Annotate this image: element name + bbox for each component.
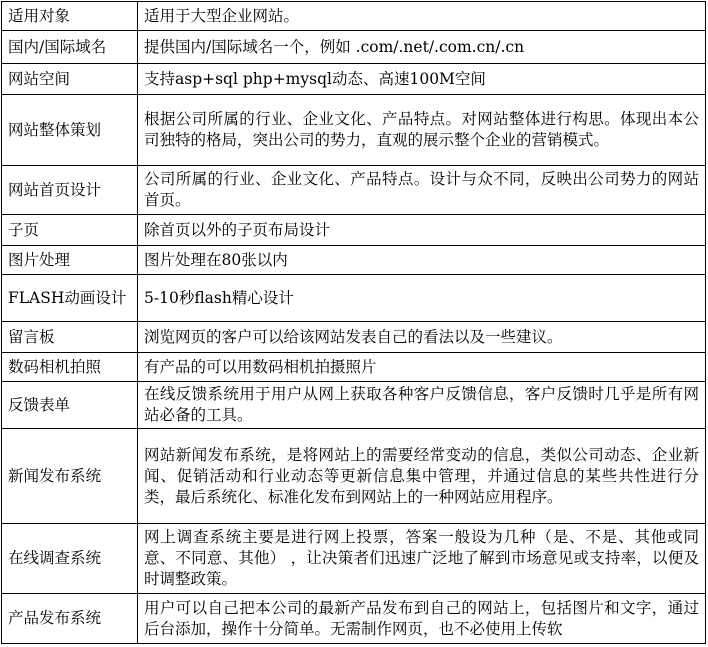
row-label: 产品发布系统	[2, 594, 138, 644]
row-description: 网站新闻发布系统，是将网站上的需要经常变动的信息，类似公司动态、企业新闻、促销活动和行业动态等更新信息集中管理，并通过信息的某些共性进行分类，最后系统化、标准化发布到网站上的一种网站应用程序。	[138, 429, 706, 524]
row-label: 国内/国际域名	[2, 31, 138, 64]
table-row	[2, 95, 706, 166]
service-spec-table	[1, 1, 706, 644]
row-description: 5-10秒flash精心设计	[138, 275, 706, 322]
row-description: 支持asp+sql php+mysql动态、高速100M空间	[138, 64, 706, 95]
table-row	[2, 64, 706, 95]
row-label: 适用对象	[2, 2, 138, 31]
table-row	[2, 382, 706, 429]
row-label: 数码相机拍照	[2, 353, 138, 382]
row-description: 在线反馈系统用于用户从网上获取各种客户反馈信息，客户反馈时几乎是所有网站必备的工具。	[138, 382, 706, 429]
row-description: 适用于大型企业网站。	[138, 2, 706, 31]
row-label: 图片处理	[2, 246, 138, 275]
row-description: 用户可以自己把本公司的最新产品发布到自己的网站上，包括图片和文字，通过后台添加，操作十分简单。无需制作网页，也不必使用上传软	[138, 594, 706, 644]
row-label: 留言板	[2, 322, 138, 353]
row-label: 在线调查系统	[2, 524, 138, 594]
table-row	[2, 215, 706, 246]
row-description: 浏览网页的客户可以给该网站发表自己的看法以及一些建议。	[138, 322, 706, 353]
row-description: 公司所属的行业、企业文化、产品特点。设计与众不同，反映出公司势力的网站首页。	[138, 166, 706, 215]
row-label: 网站整体策划	[2, 95, 138, 166]
row-description: 图片处理在80张以内	[138, 246, 706, 275]
row-label: FLASH动画设计	[2, 275, 138, 322]
table-row	[2, 246, 706, 275]
row-label: 反馈表单	[2, 382, 138, 429]
table-row	[2, 275, 706, 322]
row-label: 新闻发布系统	[2, 429, 138, 524]
table-row	[2, 429, 706, 524]
row-description: 提供国内/国际域名一个，例如 .com/.net/.com.cn/.cn	[138, 31, 706, 64]
table-row	[2, 31, 706, 64]
row-description: 除首页以外的子页布局设计	[138, 215, 706, 246]
row-description: 网上调查系统主要是进行网上投票，答案一般设为几种（是、不是、其他或同意、不同意、其他） ，让决策者们迅速广泛地了解到市场意见或支持率，以便及时调整政策。	[138, 524, 706, 594]
row-label: 子页	[2, 215, 138, 246]
row-label: 网站首页设计	[2, 166, 138, 215]
table-row	[2, 524, 706, 594]
row-description: 有产品的可以用数码相机拍摄照片	[138, 353, 706, 382]
row-label: 网站空间	[2, 64, 138, 95]
table-row	[2, 353, 706, 382]
table-row	[2, 322, 706, 353]
table-row	[2, 2, 706, 31]
table-row	[2, 166, 706, 215]
row-description: 根据公司所属的行业、企业文化、产品特点。对网站整体进行构思。体现出本公司独特的格局，突出公司的势力，直观的展示整个企业的营销模式。	[138, 95, 706, 166]
table-row	[2, 594, 706, 644]
